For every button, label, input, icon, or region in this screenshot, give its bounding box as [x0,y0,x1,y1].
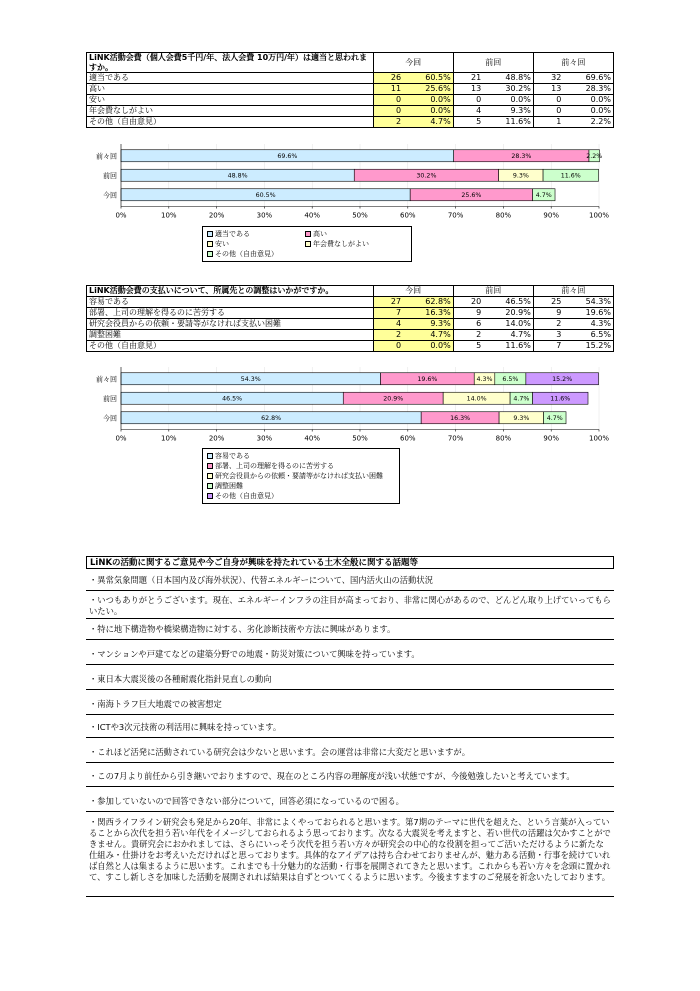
table1-question: LiNK活動会費（個人会費5千円/年、法人会費 10万円/年）は適当と思われますか。 [87,53,374,73]
legend-item [305,229,405,239]
count-now: 0 [373,106,403,117]
percent-now: 25.6% [403,84,453,95]
survey-table-1 [86,52,614,128]
data-label: 46.5% [222,395,243,403]
count-prev: 9 [453,308,483,319]
comments-title: LiNKの活動に関するご意見や今ご自身が興味を持たれている土木全般に関する話題等 [86,556,614,569]
x-tick-label: 80% [495,434,512,443]
x-tick-label: 80% [495,211,512,220]
table-row [87,308,614,319]
category-label: 前回 [103,394,117,403]
x-tick-label: 90% [543,434,559,443]
x-tick-label: 10% [161,211,177,220]
percent-prev2: 2.2% [563,117,613,128]
category-label: 前回 [103,171,117,180]
data-label: 11.6% [550,395,571,403]
table-row [87,330,614,341]
data-label: 6.5% [502,376,519,384]
count-prev2: 2 [533,319,563,330]
x-tick-label: 30% [256,434,273,443]
row-label: 適当である [87,73,374,84]
percent-now: 9.3% [403,319,453,330]
comment-item: ・東日本大震災後の各種耐震化指針見直しの動向 [86,672,614,690]
category-label: 前々回 [96,375,117,384]
x-tick-label: 0% [115,211,127,220]
count-now: 0 [373,95,403,106]
table-row [87,297,614,308]
percent-prev2: 54.3% [563,297,613,308]
percent-now: 0.0% [403,341,453,352]
legend-swatch [207,473,213,479]
row-label: 部署、上司の理解を得るのに苦労する [87,308,374,319]
percent-prev2: 19.6% [563,308,613,319]
legend-swatch [207,493,213,499]
comment-item: ・関西ライフライン研究会も発足から20年、非常によくやっておられると思います。第7期のテーマに世代を超えた、という言葉が入っていることから次代を担う若い年代をイメージしておられるよう思っております。次なる大震災を考えますと、若い世代の活躍は欠かすことができません。貴研究会におかれましては、さらにいっそう次代を担う若い方々が研究会の中心的な役割を担ってご活いただけるように新たな仕組み・仕掛けをお考えいただければと思っております。具体的なアイデアは持ち合わせておりませんが、魅力ある活動・行事を続けていれば自然と人は集まるように思います。これまでも十分魅力的な活動・行事を展開されてきたと思います。これからも若い方々を念頭に置かれて、すこし新しさを加味した活動を展開されれば結果は自ずとついてくるように思います。今後ますますのご発展を祈念いたしております。 [86,815,614,897]
legend-label: 容易である [215,452,250,460]
percent-prev2: 15.2% [563,341,613,352]
legend-item [207,239,305,249]
count-now: 11 [373,84,403,95]
count-prev2: 7 [533,341,563,352]
legend-label: 安い [215,240,229,248]
data-label: 19.6% [417,376,438,384]
percent-prev: 20.9% [483,308,533,319]
comment-item: ・この7月より前任から引き継いでおりますので、現在のところ内容の理解度が浅い状態ですが、今後勉強したいと考えています。 [86,769,614,787]
legend-item [207,491,395,501]
data-label: 11.6% [560,172,581,180]
count-now: 4 [373,319,403,330]
comment-item: ・ICTや3次元技術の利活用に興味を持っています。 [86,720,614,738]
legend-swatch [207,483,213,489]
legend-swatch [207,231,213,237]
table-row [87,73,614,84]
count-now: 2 [373,117,403,128]
data-label: 4.7% [546,415,563,423]
chart-1-svg [86,140,616,220]
chart-1 [86,140,616,224]
count-now: 7 [373,308,403,319]
table-row [87,341,614,352]
x-tick-label: 10% [161,434,177,443]
category-label: 今回 [103,191,117,200]
data-label: 30.2% [416,172,437,180]
legend-swatch [305,241,311,247]
percent-prev2: 69.6% [563,73,613,84]
data-label: 25.6% [461,192,482,200]
percent-prev: 48.8% [483,73,533,84]
legend-label: その他（自由意見） [215,492,278,500]
legend-label: 適当である [215,230,250,238]
count-now: 27 [373,297,403,308]
x-tick-label: 0% [115,434,127,443]
percent-now: 0.0% [403,106,453,117]
survey-table-2 [86,285,614,352]
legend-label: 研究会役員からの依頼・要請等がなければ支払い困難 [215,472,383,480]
x-tick-label: 60% [400,211,416,220]
legend-label: 年会費なしがよい [313,240,369,248]
data-label: 20.9% [383,395,404,403]
percent-now: 16.3% [403,308,453,319]
data-label: 54.3% [240,376,261,384]
x-tick-label: 100% [588,434,610,443]
x-tick-label: 40% [304,434,320,443]
x-tick-label: 60% [400,434,416,443]
percent-prev: 30.2% [483,84,533,95]
percent-prev2: 28.3% [563,84,613,95]
count-prev2: 25 [533,297,563,308]
count-prev2: 1 [533,117,563,128]
count-prev2: 0 [533,95,563,106]
data-label: 9.3% [513,415,530,423]
data-label: 2.2% [586,153,603,161]
count-prev: 0 [453,95,483,106]
count-prev: 13 [453,84,483,95]
count-prev: 2 [453,330,483,341]
count-now: 2 [373,330,403,341]
data-label: 28.3% [511,153,532,161]
table2-header-now: 今回 [373,286,453,297]
count-prev2: 13 [533,84,563,95]
data-label: 4.7% [513,395,530,403]
percent-now: 0.0% [403,95,453,106]
legend-item [305,239,405,249]
row-label: その他（自由意見） [87,117,374,128]
percent-prev: 0.0% [483,95,533,106]
row-label: 調整困難 [87,330,374,341]
legend-swatch [305,231,311,237]
table-row [87,106,614,117]
percent-prev: 14.0% [483,319,533,330]
count-prev: 20 [453,297,483,308]
data-label: 69.6% [277,153,298,161]
legend-swatch [207,251,213,257]
x-tick-label: 90% [543,211,559,220]
count-prev2: 3 [533,330,563,341]
count-prev2: 9 [533,308,563,319]
percent-now: 60.5% [403,73,453,84]
percent-prev: 11.6% [483,117,533,128]
count-prev2: 0 [533,106,563,117]
row-label: 年会費なしがよい [87,106,374,117]
data-label: 62.8% [261,415,282,423]
percent-prev: 9.3% [483,106,533,117]
percent-now: 4.7% [403,117,453,128]
chart-2-legend [202,448,400,504]
legend-item [207,481,395,491]
percent-now: 62.8% [403,297,453,308]
comment-item: ・特に地下構造物や橋梁構造物に対する、劣化診断技術や方法に興味があります。 [86,622,614,640]
x-tick-label: 30% [256,211,273,220]
category-label: 今回 [103,414,117,423]
row-label: 安い [87,95,374,106]
category-label: 前々回 [96,152,117,161]
percent-prev2: 4.3% [563,319,613,330]
percent-prev: 4.7% [483,330,533,341]
x-tick-label: 40% [304,211,320,220]
x-tick-label: 70% [447,211,464,220]
legend-label: その他（自由意見） [215,250,278,258]
data-label: 4.7% [535,192,552,200]
data-label: 16.3% [450,415,471,423]
table2-question: LiNK活動会費の支払いについて、所属先との調整はいかがですか。 [87,286,374,297]
x-tick-label: 20% [208,434,225,443]
x-tick-label: 70% [447,434,464,443]
legend-item [207,471,395,481]
row-label: 容易である [87,297,374,308]
count-prev: 21 [453,73,483,84]
legend-swatch [207,453,213,459]
count-prev2: 32 [533,73,563,84]
row-label: その他（自由意見） [87,341,374,352]
x-tick-label: 50% [352,434,368,443]
comment-item: ・参加していないので回答できない部分について，回答必須になっているので困る。 [86,794,614,812]
count-now: 26 [373,73,403,84]
comment-item: ・南海トラフ巨大地震での被害想定 [86,697,614,715]
table1-header-prev: 前回 [453,53,533,73]
comment-item: ・異常気象問題（日本国内及び海外状況）、代替エネルギーについて、国内活火山の活動状況 [86,573,614,591]
legend-item [207,451,395,461]
percent-now: 4.7% [403,330,453,341]
table1-header-now: 今回 [373,53,453,73]
percent-prev2: 0.0% [563,106,613,117]
table-row [87,95,614,106]
chart-2 [86,363,616,447]
data-label: 14.0% [466,395,487,403]
data-label: 4.3% [476,376,493,384]
table1-header-prev2: 前々回 [533,53,613,73]
legend-label: 調整困難 [215,482,243,490]
legend-item [207,249,305,259]
comment-item: ・いつもありがとうございます。現在、エネルギーインフラの注目が高まっており、非常に関心があるので、どんどん取り上げていってもらいたい。 [86,593,614,619]
legend-swatch [207,463,213,469]
legend-item [207,229,305,239]
x-tick-label: 50% [352,211,368,220]
x-tick-label: 20% [208,211,225,220]
comment-item: ・これほど活発に活動されている研究会は少ないと思います。会の運営は非常に大変だと思いますが。 [86,745,614,763]
x-tick-label: 100% [588,211,610,220]
row-label: 研究会役員からの依頼・要請等がなければ支払い困難 [87,319,374,330]
percent-prev2: 0.0% [563,95,613,106]
row-label: 高い [87,84,374,95]
data-label: 15.2% [552,376,573,384]
chart-1-legend [202,226,412,262]
percent-prev: 11.6% [483,341,533,352]
count-prev: 5 [453,117,483,128]
legend-swatch [207,241,213,247]
table-row [87,84,614,95]
percent-prev: 46.5% [483,297,533,308]
legend-label: 部署、上司の理解を得るのに苦労する [215,462,334,470]
count-prev: 5 [453,341,483,352]
table-row [87,319,614,330]
table-row [87,117,614,128]
legend-item [207,461,395,471]
data-label: 48.8% [227,172,248,180]
table2-header-prev2: 前々回 [533,286,613,297]
data-label: 9.3% [512,172,529,180]
legend-label: 高い [313,230,327,238]
table2-header-prev: 前回 [453,286,533,297]
count-prev: 4 [453,106,483,117]
count-now: 0 [373,341,403,352]
chart-2-svg [86,363,616,443]
count-prev: 6 [453,319,483,330]
data-label: 60.5% [255,192,276,200]
comment-item: ・マンションや戸建てなどの建築分野での地震・防災対策について興味を持っています。 [86,647,614,665]
percent-prev2: 6.5% [563,330,613,341]
